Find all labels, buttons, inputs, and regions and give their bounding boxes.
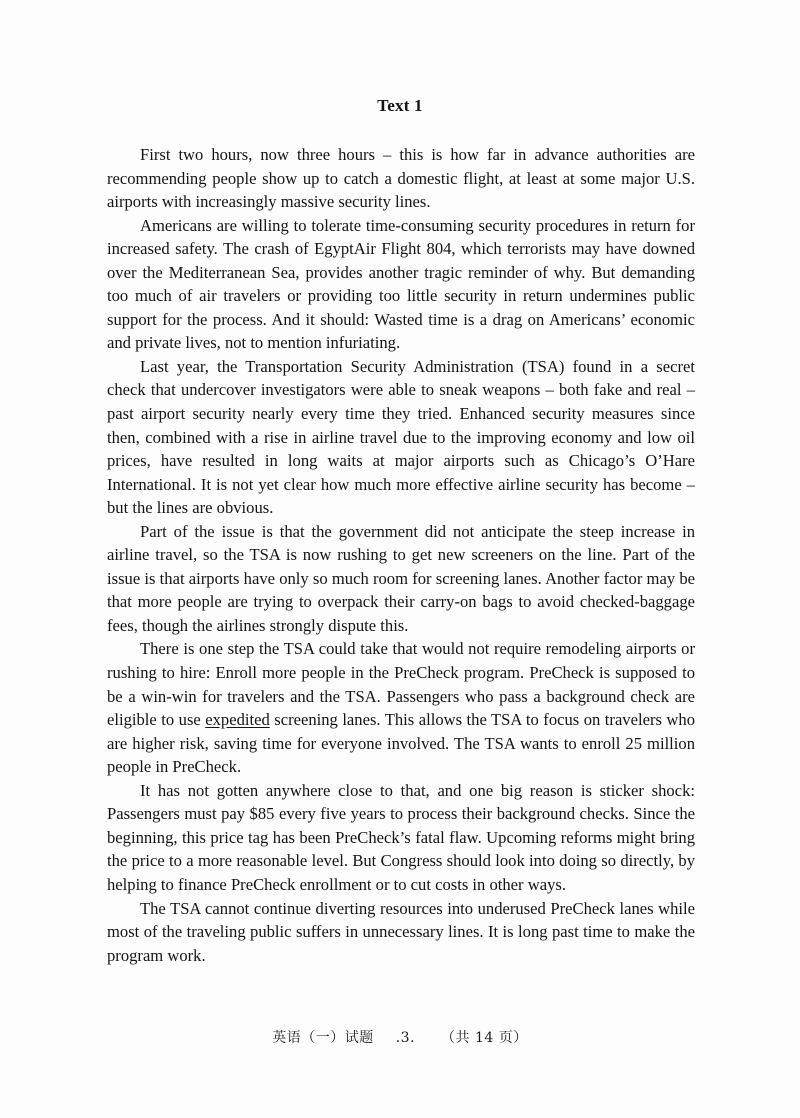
footer-subject: 英语（一）试题 — [272, 1030, 374, 1046]
paragraph-4: Part of the issue is that the government did not anticipate the steep increase in airline travel, so the TSA is now rushing to get new screeners on the line. Part of the issue is that airports have only so much room for screening lanes. Another factor may be that more people are trying to overpack their carry-on bags to avoid checked-baggage fees, though the airlines strongly dispute this. — [107, 521, 695, 635]
text-title: Text 1 — [377, 96, 423, 115]
page-footer — [0, 1027, 800, 1047]
paragraph-6: It has not gotten anywhere close to that, and one big reason is sticker shock: Passengers must pay $85 every five years to process their background checks. Since the beginning, this price tag has been PreCheck’s fatal flaw. Upcoming reforms might bring the price to a more reasonable level. But Congress should look into doing so directly, by helping to finance PreCheck enrollment or to cut costs in other ways. — [107, 780, 695, 894]
paragraph-5 — [107, 637, 695, 778]
underlined-word-expedited: expedited — [205, 710, 270, 730]
paragraph-5-part-1: There is one step the TSA could take that would not require remodeling airports or rushing to hire: Enroll more people in the PreCheck program. PreCheck is supposed to be a win-win for travelers and the TSA. Passengers who pass a background check are eligible to use — [107, 639, 695, 730]
footer-total-pages: （共 14 页） — [441, 1030, 528, 1046]
passage-body — [107, 143, 695, 967]
paragraph-3: Last year, the Transportation Security Administration (TSA) found in a secret check that undercover investigators were able to sneak weapons – both fake and real – past airport security nearly every time they tried. Enhanced security measures since then, combined with a rise in airline travel due to the improving economy and low oil prices, have resulted in long waits at major airports such as Chicago’s O’Hare International. It is not yet clear how much more effective airline security has become – but the lines are obvious. — [107, 356, 695, 518]
paragraph-7: The TSA cannot continue diverting resources into underused PreCheck lanes while most of the traveling public suffers in unnecessary lines. It is long past time to make the program work. — [107, 898, 695, 965]
footer-page-number: .3. — [395, 1030, 416, 1046]
paragraph-5-part-2: screening lanes. This allows the TSA to focus on travelers who are higher risk, saving time for everyone involved. The TSA wants to enroll 25 million people in PreCheck. — [107, 710, 695, 777]
paragraph-1: First two hours, now three hours – this is how far in advance authorities are recommending people show up to catch a domestic flight, at least at some major U.S. airports with increasingly massive security lines. — [107, 145, 695, 212]
paragraph-2: Americans are willing to tolerate time-consuming security procedures in return for increased safety. The crash of EgyptAir Flight 804, which terrorists may have downed over the Mediterranean Sea, provides another tragic reminder of why. But demanding too much of air travelers or providing too little security in return undermines public support for the process. And it should: Wasted time is a drag on Americans’ economic and private lives, not to mention infuriating. — [107, 215, 695, 353]
